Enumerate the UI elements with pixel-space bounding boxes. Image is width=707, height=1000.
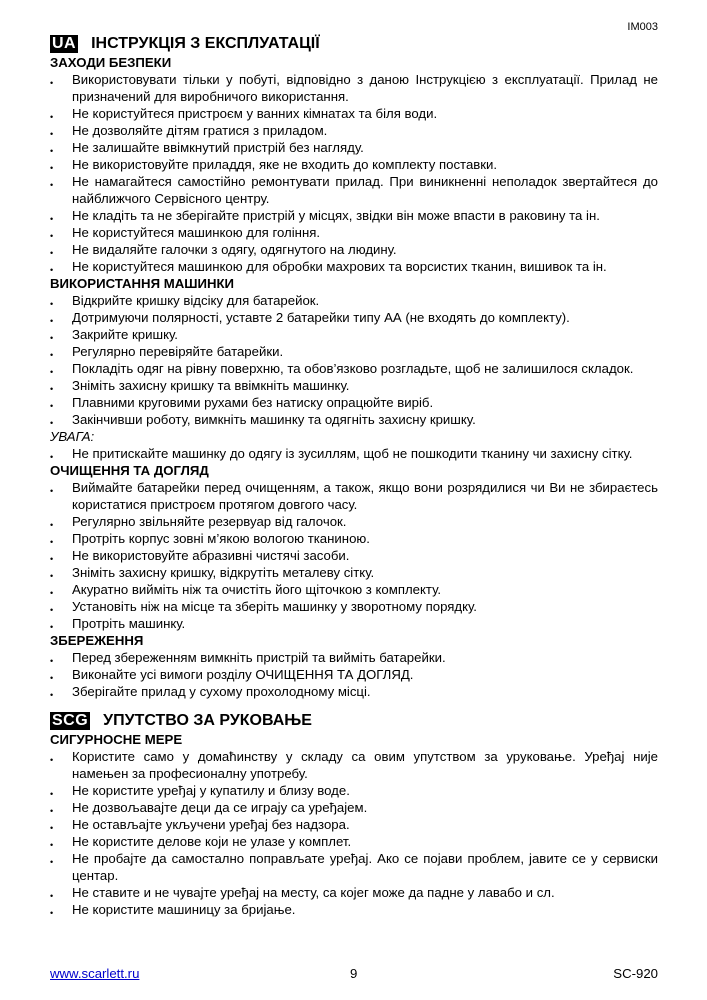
list-item	[50, 139, 658, 156]
list-item-text: Зберігайте прилад у сухому прохолодному місці.	[72, 684, 371, 699]
document-body	[50, 34, 658, 918]
ua-safety-heading: ЗАХОДИ БЕЗПЕКИ	[50, 55, 172, 70]
list-item-text: Не користите делове који не улазе у комплет.	[72, 834, 352, 849]
list-item	[50, 564, 658, 581]
list-item-text: Не намагайтеся самостійно ремонтувати прилад. При виникненні неполадок звертайтеся до найближчого Сервісного центру.	[72, 174, 658, 206]
list-item-text: Не користуйтеся машинкою для обробки махрових та ворсистих тканин, вишивок та ін.	[72, 259, 607, 274]
bullet-icon: •	[50, 231, 54, 241]
list-item	[50, 530, 658, 547]
ua-storage-list	[50, 649, 658, 700]
bullet-icon: •	[50, 840, 54, 850]
list-item-text: Акуратно вийміть ніж та очистіть його щіточкою з комплекту.	[72, 582, 442, 597]
ua-use-heading: ВИКОРИСТАННЯ МАШИНКИ	[50, 276, 235, 291]
bullet-icon: •	[50, 656, 54, 666]
bullet-icon: •	[50, 520, 54, 530]
list-item	[50, 598, 658, 615]
website-link[interactable]: www.scarlett.ru	[50, 966, 140, 981]
bullet-icon: •	[50, 112, 54, 122]
page-number: 9	[350, 966, 358, 981]
list-item-text: Покладіть одяг на рівну поверхню, та обов’язково розгладьте, щоб не залишилося складок.	[72, 361, 634, 376]
bullet-icon: •	[50, 299, 54, 309]
ua-storage-heading: ЗБЕРЕЖЕННЯ	[50, 633, 144, 648]
list-item	[50, 309, 658, 326]
list-item	[50, 816, 658, 833]
list-item	[50, 683, 658, 700]
list-item-text: Протріть корпус зовні м’якою вологою тканиною.	[72, 531, 370, 546]
bullet-icon: •	[50, 486, 54, 496]
bullet-icon: •	[50, 605, 54, 615]
ua-section-title: ІНСТРУКЦІЯ З ЕКСПЛУАТАЦІЇ	[91, 35, 320, 52]
model-number: SC-920	[613, 966, 658, 981]
list-item	[50, 850, 658, 884]
bullet-icon: •	[50, 673, 54, 683]
list-item-text: Зніміть захисну кришку та ввімкніть машинку.	[72, 378, 350, 393]
list-item-text: Не остављајте укључени уређај без надзора.	[72, 817, 350, 832]
list-item	[50, 343, 658, 360]
bullet-icon: •	[50, 537, 54, 547]
list-item	[50, 479, 658, 513]
bullet-icon: •	[50, 129, 54, 139]
list-item	[50, 292, 658, 309]
bullet-icon: •	[50, 78, 54, 88]
list-item-text: Протріть машинку.	[72, 616, 186, 631]
scg-safety-list	[50, 748, 658, 918]
list-item	[50, 326, 658, 343]
list-item	[50, 649, 658, 666]
list-item	[50, 833, 658, 850]
list-item-text: Не використовуйте приладдя, яке не входить до комплекту поставки.	[72, 157, 498, 172]
list-item	[50, 258, 658, 275]
list-item-text: Не дозволяйте дітям гратися з приладом.	[72, 123, 328, 138]
bullet-icon: •	[50, 316, 54, 326]
bullet-icon: •	[50, 891, 54, 901]
list-item-text: Не дозвољавајте деци да се играју са уређајем.	[72, 800, 368, 815]
page-footer	[50, 966, 658, 982]
list-item-text: Використовувати тільки у побуті, відповідно з даною Інструкцією з експлуатації. Прилад не призначений для виробничого використання.	[72, 72, 658, 104]
list-item-text: Перед збереженням вимкніть пристрій та вийміть батарейки.	[72, 650, 446, 665]
list-item	[50, 173, 658, 207]
bullet-icon: •	[50, 554, 54, 564]
ua-safety-list	[50, 71, 658, 275]
list-item	[50, 241, 658, 258]
list-item-text: Не користите машиницу за бријање.	[72, 902, 296, 917]
list-item	[50, 71, 658, 105]
list-item	[50, 224, 658, 241]
list-item-text: Не використовуйте абразивні чистячі засоби.	[72, 548, 350, 563]
list-item-text: Регулярно звільняйте резервуар від галочок.	[72, 514, 347, 529]
list-item	[50, 799, 658, 816]
list-item	[50, 207, 658, 224]
bullet-icon: •	[50, 180, 54, 190]
list-item-text: Не притискайте машинку до одягу із зусиллям, щоб не пошкодити тканину чи захисну сітку.	[72, 446, 633, 461]
bullet-icon: •	[50, 452, 54, 462]
ua-care-heading: ОЧИЩЕННЯ ТА ДОГЛЯД	[50, 463, 209, 478]
ua-use-list	[50, 292, 658, 428]
list-item	[50, 748, 658, 782]
bullet-icon: •	[50, 571, 54, 581]
list-item	[50, 445, 658, 462]
list-item-text: Установіть ніж на місце та зберіть машинку у зворотному порядку.	[72, 599, 477, 614]
list-item-text: Закінчивши роботу, вимкніть машинку та одягніть захисну кришку.	[72, 412, 476, 427]
bullet-icon: •	[50, 214, 54, 224]
ua-warning-label: УВАГА:	[50, 429, 95, 444]
ua-section-header	[50, 34, 658, 54]
bullet-icon: •	[50, 265, 54, 275]
document-code: IM003	[627, 21, 658, 33]
ua-language-badge: UA	[52, 35, 77, 52]
bullet-icon: •	[50, 789, 54, 799]
list-item-text: Дотримуючи полярності, уставте 2 батарейки типу АА (не входять до комплекту).	[72, 310, 570, 325]
list-item-text: Виймайте батарейки перед очищенням, а також, якщо вони розрядилися чи Ви не збираєтесь користатися пристроєм протягом довгого часу.	[72, 480, 658, 512]
bullet-icon: •	[50, 418, 54, 428]
scg-safety-heading: СИГУРНОСНЕ МЕРЕ	[50, 732, 183, 747]
list-item-text: Не пробајте да самостално поправљате уређај. Ако се појави проблем, јавите се у сервиски центар.	[72, 851, 658, 883]
bullet-icon: •	[50, 622, 54, 632]
list-item	[50, 394, 658, 411]
list-item	[50, 547, 658, 564]
list-item-text: Регулярно перевіряйте батарейки.	[72, 344, 284, 359]
list-item-text: Не кладіть та не зберігайте пристрій у місцях, звідки він може впасти в раковину та ін.	[72, 208, 600, 223]
list-item	[50, 411, 658, 428]
bullet-icon: •	[50, 146, 54, 156]
list-item	[50, 122, 658, 139]
bullet-icon: •	[50, 908, 54, 918]
list-item-text: Не ставите и не чувајте уређај на месту, са којег може да падне у лавабо и сл.	[72, 885, 555, 900]
list-item	[50, 360, 658, 377]
list-item	[50, 901, 658, 918]
list-item-text: Виконайте усі вимоги розділу ОЧИЩЕННЯ ТА ДОГЛЯД.	[72, 667, 414, 682]
list-item-text: Не користите уређај у купатилу и близу воде.	[72, 783, 350, 798]
list-item	[50, 513, 658, 530]
list-item-text: Відкрийте кришку відсіку для батарейок.	[72, 293, 320, 308]
bullet-icon: •	[50, 384, 54, 394]
bullet-icon: •	[50, 333, 54, 343]
list-item	[50, 377, 658, 394]
list-item	[50, 884, 658, 901]
scg-language-badge: SCG	[52, 712, 89, 729]
list-item	[50, 615, 658, 632]
bullet-icon: •	[50, 401, 54, 411]
list-item-text: Користите само у домаћинству у складу са овим упутством за уруковање. Уређај није намењен за професионалну употребу.	[72, 749, 658, 781]
bullet-icon: •	[50, 857, 54, 867]
list-item-text: Закрийте кришку.	[72, 327, 178, 342]
bullet-icon: •	[50, 163, 54, 173]
bullet-icon: •	[50, 248, 54, 258]
list-item	[50, 581, 658, 598]
list-item	[50, 156, 658, 173]
list-item	[50, 666, 658, 683]
bullet-icon: •	[50, 588, 54, 598]
bullet-icon: •	[50, 367, 54, 377]
bullet-icon: •	[50, 755, 54, 765]
scg-section-header	[50, 711, 658, 731]
bullet-icon: •	[50, 806, 54, 816]
list-item-text: Не користуйтеся пристроєм у ванних кімнатах та біля води.	[72, 106, 438, 121]
ua-care-list	[50, 479, 658, 632]
list-item-text: Зніміть захисну кришку, відкрутіть металеву сітку.	[72, 565, 375, 580]
list-item-text: Не користуйтеся машинкою для гоління.	[72, 225, 321, 240]
bullet-icon: •	[50, 350, 54, 360]
bullet-icon: •	[50, 823, 54, 833]
list-item-text: Не залишайте ввімкнутий пристрій без нагляду.	[72, 140, 364, 155]
list-item-text: Не видаляйте галочки з одягу, одягнутого на людину.	[72, 242, 397, 257]
list-item-text: Плавними круговими рухами без натиску опрацюйте виріб.	[72, 395, 434, 410]
ua-warning-list	[50, 445, 658, 462]
list-item	[50, 782, 658, 799]
scg-section-title: УПУТСТВО ЗА РУКОВАЊЕ	[103, 712, 312, 729]
bullet-icon: •	[50, 690, 54, 700]
list-item	[50, 105, 658, 122]
